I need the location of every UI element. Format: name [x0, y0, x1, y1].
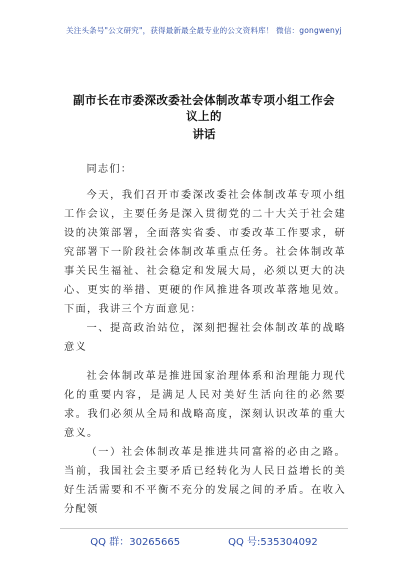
section-heading: 一、提高政治站位，深刻把握社会体制改革的战略意义	[64, 323, 346, 353]
document-title-continued: 讲话	[192, 127, 216, 141]
salutation: 同志们：	[86, 164, 133, 175]
footer-qq-number: QQ 号:535304092	[228, 536, 318, 548]
body-paragraph: （一）社会体制改革是推进共同富裕的必由之路。当前，我国社会主要矛盾已经转化为人民日益增长的美好生活需要和不平衡不充分的发展之间的矛盾。在收入分配领	[64, 447, 346, 515]
document-body	[64, 160, 346, 519]
body-paragraph: 今天，我们召开市委深改委社会体制改革专项小组工作会议，主要任务是深入贯彻党的二十大关于社会建设的决策部署，全面落实省委、市委改革工作要求，研究部署下一阶段社会体制改革重点任务。社会体制改革事关民生福祉、社会稳定和发展大局，必须以更大的决心、更实的举措、更硬的作风推进各项改革落地见效。下面，我讲三个方面意见：	[64, 190, 346, 315]
footer	[0, 528, 408, 552]
body-paragraph: 社会体制改革是推进国家治理体系和治理能力现代化的重要内容，是满足人民对美好生活向往的必然要求。我们必须从全局和战略高度，深刻认识改革的重大意义。	[64, 371, 346, 439]
document-title: 副市长在市委深改委社会体制改革专项小组工作会议上的	[73, 93, 335, 123]
header-banner: 关注头条号"公文研究"，获得最新最全最专业的公文资料库！ 微信：gongwenyj	[66, 25, 342, 35]
footer-qq-group: QQ 群：30265665	[90, 536, 181, 548]
